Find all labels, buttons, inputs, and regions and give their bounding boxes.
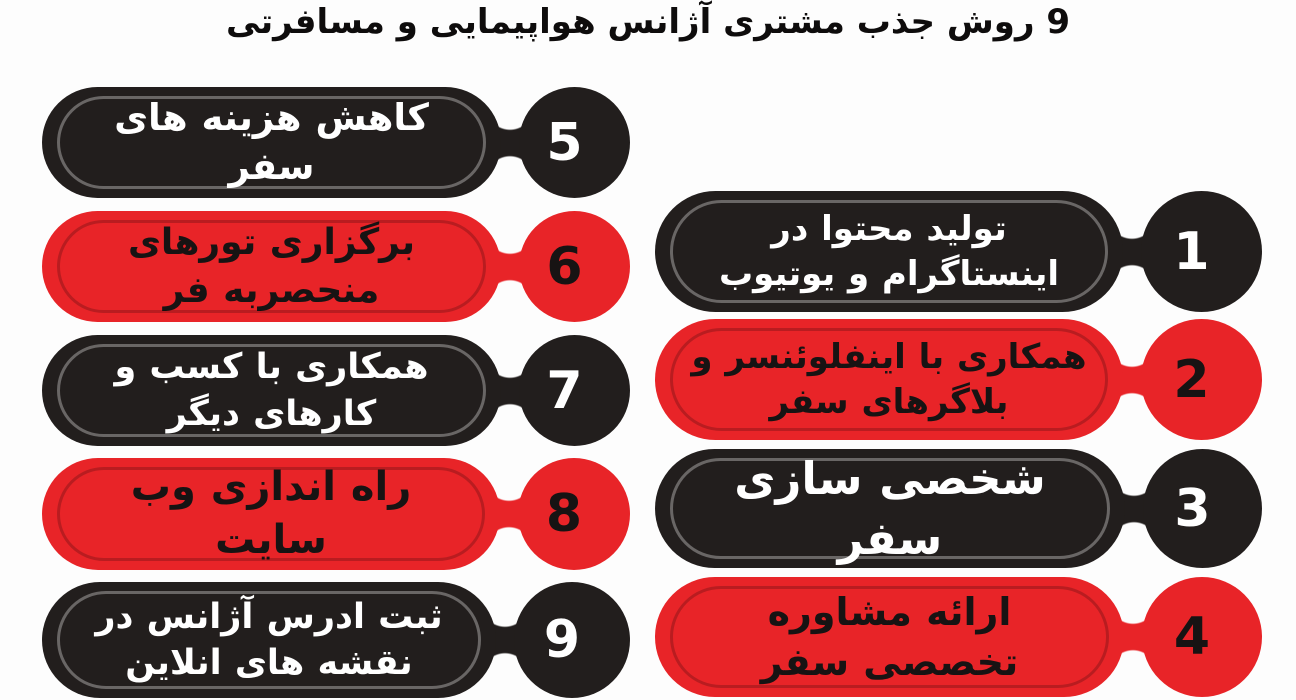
- method-number-badge: [1142, 577, 1262, 697]
- method-number-badge: [1141, 191, 1262, 312]
- method-pill: [42, 211, 501, 322]
- method-number-badge: [1141, 319, 1262, 440]
- method-label: ارائه مشاوره تخصصی سفر: [760, 589, 1019, 684]
- method-label: شخصی سازی سفر: [734, 452, 1046, 565]
- method-number: 1: [1173, 221, 1210, 282]
- method-number: 6: [546, 236, 583, 297]
- method-item-8: [42, 458, 630, 570]
- method-item-7: [42, 335, 630, 446]
- method-number: 4: [1173, 607, 1211, 667]
- method-label: همکاری با کسب و کارهای دیگر: [114, 347, 429, 434]
- method-item-3: [655, 449, 1262, 568]
- method-pill: [655, 191, 1123, 312]
- method-number-badge: [519, 211, 630, 322]
- method-pill: [42, 87, 501, 198]
- method-label: کاهش هزینه های سفر: [114, 95, 429, 188]
- method-label: تولید محتوا در اینستاگرام و یوتیوب: [718, 208, 1060, 294]
- method-item-4: [655, 577, 1262, 697]
- method-number-badge: [519, 87, 630, 198]
- method-number-badge: [514, 582, 630, 698]
- method-pill: [655, 577, 1124, 697]
- method-item-2: [655, 319, 1262, 440]
- method-pill: [655, 319, 1123, 440]
- method-item-5: [42, 87, 630, 198]
- method-label: همکاری با اینفلوئنسر و بلاگرهای سفر: [691, 336, 1087, 422]
- method-item-1: [655, 191, 1262, 312]
- method-number: 2: [1173, 349, 1210, 410]
- method-number: 3: [1174, 478, 1211, 539]
- method-label: برگزاری تورهای منحصربه فر: [127, 221, 416, 311]
- method-pill: [42, 458, 500, 570]
- method-item-6: [42, 211, 630, 322]
- method-number: 5: [546, 112, 583, 173]
- method-item-9: [42, 582, 630, 698]
- method-label: ثبت ادرس آژانس در نقشه های انلاین: [95, 596, 443, 683]
- method-number: 8: [545, 484, 583, 544]
- method-number: 7: [546, 360, 583, 421]
- method-number-badge: [518, 458, 630, 570]
- method-pill: [42, 335, 501, 446]
- method-number-badge: [519, 335, 630, 446]
- method-pill: [655, 449, 1125, 568]
- method-pill: [42, 582, 496, 698]
- method-number-badge: [1143, 449, 1262, 568]
- infographic-title: 9 روش جذب مشتری آژانس هواپیمایی و مسافرتی: [225, 2, 1071, 42]
- method-number: 9: [543, 610, 581, 670]
- method-label: راه اندازی وب سایت: [130, 464, 412, 563]
